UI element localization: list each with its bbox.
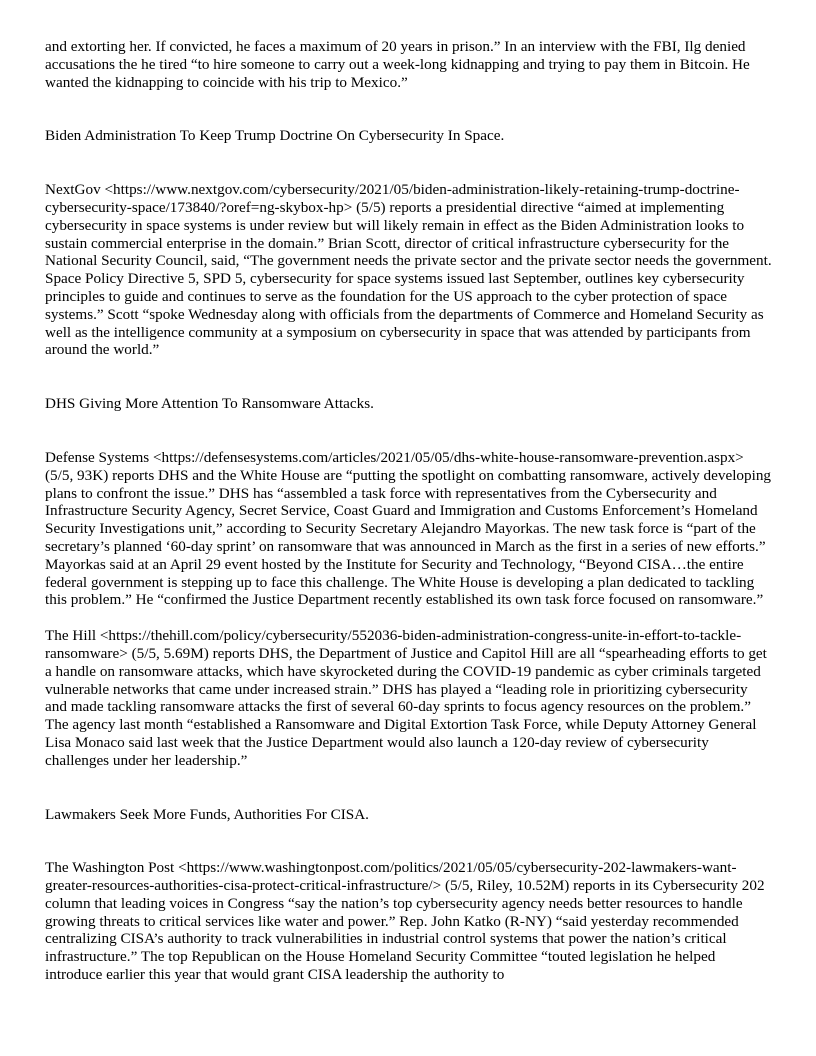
section-heading-cisa-funds: Lawmakers Seek More Funds, Authorities For CISA. bbox=[45, 805, 369, 823]
spacer bbox=[45, 770, 773, 806]
article-paragraph-washington-post: The Washington Post <https://www.washingtonpost.com/politics/2021/05/05/cybersecurity-202-lawmakers-want-greater-resources-authorities-cisa-protect-critical-infrastructure/> (5/5, Riley, 10.52M) reports in its Cybersecurity 202 column that leading voices in Congress “say the nation’s top cybersecurity agency needs better resources to handle growing threats to critical services like water and power.” Rep. John Katko (R-NY) “said yesterday recommended centralizing CISA’s authority to track vulnerabilities in industrial control systems that power the nation’s critical infrastructure.” The top Republican on the House Homeland Security Committee “touted legislation he helped introduce earlier this year that would grant CISA leadership the authority to bbox=[45, 859, 765, 984]
spacer bbox=[45, 609, 773, 627]
document-page bbox=[45, 38, 773, 984]
spacer bbox=[45, 413, 773, 449]
spacer bbox=[45, 91, 773, 127]
spacer bbox=[45, 145, 773, 181]
spacer bbox=[45, 823, 773, 859]
intro-paragraph: and extorting her. If convicted, he faces a maximum of 20 years in prison.” In an interview with the FBI, Ilg denied accusations the he tired “to hire someone to carry out a week-long kidnapping and trying to pay them in Bitcoin. He wanted the kidnapping to coincide with his trip to Mexico.” bbox=[45, 38, 750, 91]
section-heading-space-cybersecurity: Biden Administration To Keep Trump Doctrine On Cybersecurity In Space. bbox=[45, 127, 505, 145]
article-paragraph-defense-systems: Defense Systems <https://defensesystems.com/articles/2021/05/05/dhs-white-house-ransomware-prevention.aspx> (5/5, 93K) reports DHS and the White House are “putting the spotlight on combatting ransomware, actively developing plans to confront the issue.” DHS has “assembled a task force with representatives from the Cybersecurity and Infrastructure Security Agency, Secret Service, Coast Guard and Immigration and Customs Enforcement’s Homeland Security Investigations unit,” according to Security Secretary Alejandro Mayorkas. The new task force is “part of the secretary’s planned ‘60-day sprint’ on ransomware that was announced in March as the first in a series of new efforts.” Mayorkas said at an April 29 event hosted by the Institute for Security and Technology, “Beyond CISA…the entire federal government is stepping up to face this challenge. The White House is developing a plan dedicated to tackling this problem.” He “confirmed the Justice Department recently established its own task force focused on ransomware.” bbox=[45, 448, 772, 609]
section-heading-dhs-ransomware: DHS Giving More Attention To Ransomware Attacks. bbox=[45, 395, 374, 413]
article-paragraph-the-hill: The Hill <https://thehill.com/policy/cybersecurity/552036-biden-administration-congress-unite-in-effort-to-tackle-ransomware> (5/5, 5.69M) reports DHS, the Department of Justice and Capitol Hill are all “spearheading efforts to get a handle on ransomware attacks, which have skyrocketed during the COVID-19 pandemic as cyber criminals targeted vulnerable networks that came under increased strain.” DHS has played a “leading role in prioritizing cybersecurity and made tackling ransomware attacks the first of several 60-day sprints to focus agency resources on the problem.” The agency last month “established a Ransomware and Digital Extortion Task Force, while Deputy Attorney General Lisa Monaco said last week that the Justice Department would also launch a 120-day review of cybersecurity challenges under her leadership.” bbox=[45, 627, 767, 769]
spacer bbox=[45, 359, 773, 395]
article-paragraph-nextgov: NextGov <https://www.nextgov.com/cybersecurity/2021/05/biden-administration-likely-retaining-trump-doctrine-cybersecurity-space/173840/?oref=ng-skybox-hp> (5/5) reports a presidential directive “aimed at implementing cybersecurity in space systems is under review but will likely remain in effect as the Biden Administration looks to sustain commercial enterprise in the domain.” Brian Scott, director of critical infrastructure cybersecurity for the National Security Council, said, “The government needs the private sector and the private sector needs the government. Space Policy Directive 5, SPD 5, cybersecurity for space systems issued last September, outlines key cybersecurity principles to guide and continues to serve as the foundation for the US approach to the cyber protection of space systems.” Scott “spoke Wednesday along with officials from the departments of Commerce and Homeland Security as well as the intelligence community at a symposium on cybersecurity in space that was attended by participants from around the world.” bbox=[45, 181, 772, 359]
